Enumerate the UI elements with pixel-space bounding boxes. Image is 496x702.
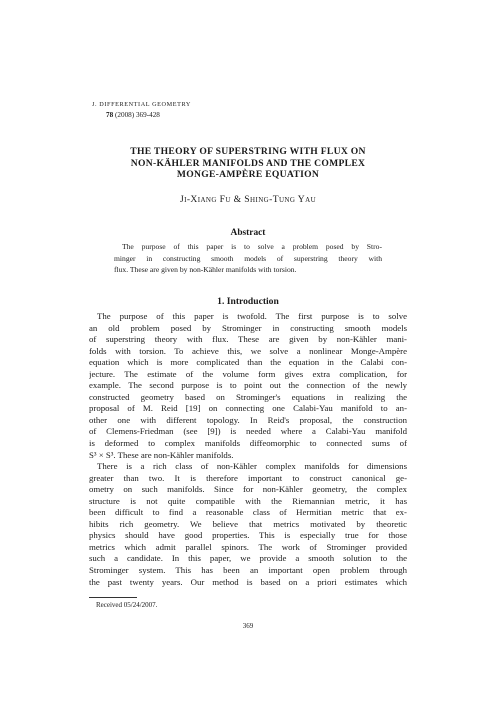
body-line: constructed geometry based on Strominger's equations in realizing the <box>89 391 407 402</box>
body-line: proposal of M. Reid [19] on connecting one Calabi-Yau manifold to an- <box>89 403 407 414</box>
body-line: of superstring theory with flux. These are given by non-Kähler mani- <box>89 334 407 345</box>
body-line: is deformed to complex manifolds diffeomorphic to connected sums of <box>89 438 407 449</box>
body-line: physics should have good properties. This is especially true for those <box>89 530 407 541</box>
body-line: such a candidate. In this paper, we provide a smooth solution to the <box>89 553 407 564</box>
body-line: ometry on such manifolds. Since for non-Kähler geometry, the complex <box>89 484 407 495</box>
body-line: S³ × S³. These are non-Kähler manifolds. <box>89 449 234 460</box>
body-line: There is a rich class of non-Kähler complex manifolds for dimensions <box>97 461 407 472</box>
body-line: been difficult to find a reasonable class of Hermitian metric that ex- <box>89 507 407 518</box>
paper-title <box>60 146 436 181</box>
title-line: NON-KÄHLER MANIFOLDS AND THE COMPLEX <box>130 157 366 169</box>
body-line: metrics which admit parallel spinors. The work of Strominger provided <box>89 541 407 552</box>
title-line: MONGE-AMPÈRE EQUATION <box>176 169 320 181</box>
volume-info <box>106 111 160 119</box>
abstract-line: minger in constructing smooth models of superstring theory with <box>114 253 382 263</box>
volume-year-pages: (2008) 369-428 <box>113 111 160 119</box>
abstract-line: The purpose of this paper is to solve a problem posed by Stro- <box>122 242 382 251</box>
body-line: other one with different topology. In Reid's proposal, the construction <box>89 414 407 425</box>
abstract-line: flux. These are given by non-Kähler manifolds with torsion. <box>114 265 297 275</box>
body-line: example. The second purpose is to point out the connection of the newly <box>89 380 407 391</box>
footnote-rule <box>89 597 137 598</box>
body-line: of Clemens-Friedman (see [9]) is needed where a Calabi-Yau manifold <box>89 426 407 437</box>
body-line: the past twenty years. Our method is based on a priori estimates which <box>89 576 407 587</box>
abstract-heading: Abstract <box>230 228 266 238</box>
body-line: hibits rich geometry. We believe that metrics motivated by theoretic <box>89 518 407 529</box>
body-line: jecture. The estimate of the volume form gives extra complication, for <box>89 368 407 379</box>
body-line: The purpose of this paper is twofold. The first purpose is to solve <box>97 311 407 321</box>
body-line: an old problem posed by Strominger in constructing smooth models <box>89 322 407 333</box>
body-line: equation which is more complicated than the equation in the Calabi con- <box>89 357 407 368</box>
body-line: greater than two. It is therefore important to construct canonical ge- <box>89 472 407 483</box>
body-line: structure is not quite compatible with the Riemannian metric, it has <box>89 495 407 506</box>
footnote-received: Received 05/24/2007. <box>96 601 158 609</box>
section-heading: 1. Introduction <box>217 296 279 307</box>
journal-name: J. DIFFERENTIAL GEOMETRY <box>92 101 191 108</box>
body-line: Strominger system. This has been an important open problem through <box>89 565 407 576</box>
body-line: folds with torsion. To achieve this, we solve a nonlinear Monge-Ampère <box>89 345 407 356</box>
authors: Ji-Xiang Fu & Shing-Tung Yau <box>179 194 317 205</box>
page-number: 369 <box>242 622 254 630</box>
abstract-text <box>114 242 382 277</box>
volume-number: 78 <box>106 111 114 119</box>
body-text <box>89 311 407 588</box>
title-line: THE THEORY OF SUPERSTRING WITH FLUX ON <box>130 146 366 157</box>
